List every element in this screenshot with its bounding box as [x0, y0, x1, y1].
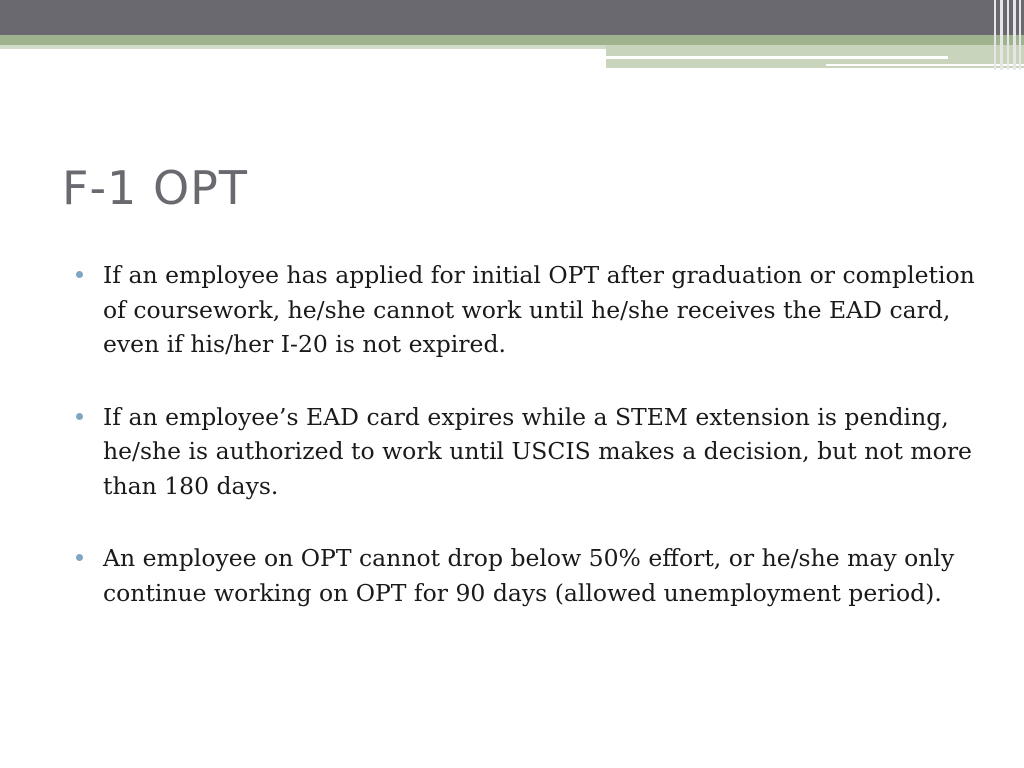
header-accent-line — [606, 56, 948, 59]
bullet-item — [76, 400, 976, 504]
bullet-text: An employee on OPT cannot drop below 50% effort, or he/she may only continue working on OPT for 90 days (allowed unemployment period). — [103, 544, 955, 607]
header-stripe — [1013, 0, 1016, 70]
header-stripe — [1019, 0, 1021, 70]
bullet-item — [76, 541, 976, 610]
header-stripe — [994, 0, 996, 70]
bullet-item — [76, 258, 976, 362]
bullet-text: If an employee has applied for initial OPT after graduation or completion of coursework, he/she cannot work until he/she receives the EAD card, even if his/her I-20 is not expired. — [103, 261, 975, 358]
slide-title: F-1 OPT — [62, 161, 248, 215]
header-bar — [0, 0, 1024, 35]
header-accent-band — [0, 35, 1024, 45]
header-stripe — [1000, 0, 1003, 70]
bullet-list — [76, 258, 976, 648]
bullet-dot-icon — [76, 554, 83, 561]
header-stripe — [1007, 0, 1009, 70]
bullet-dot-icon — [76, 271, 83, 278]
bullet-text: If an employee’s EAD card expires while a STEM extension is pending, he/she is authorized to work until USCIS makes a decision, but not more than 180 days. — [103, 402, 972, 500]
bullet-dot-icon — [76, 413, 83, 420]
